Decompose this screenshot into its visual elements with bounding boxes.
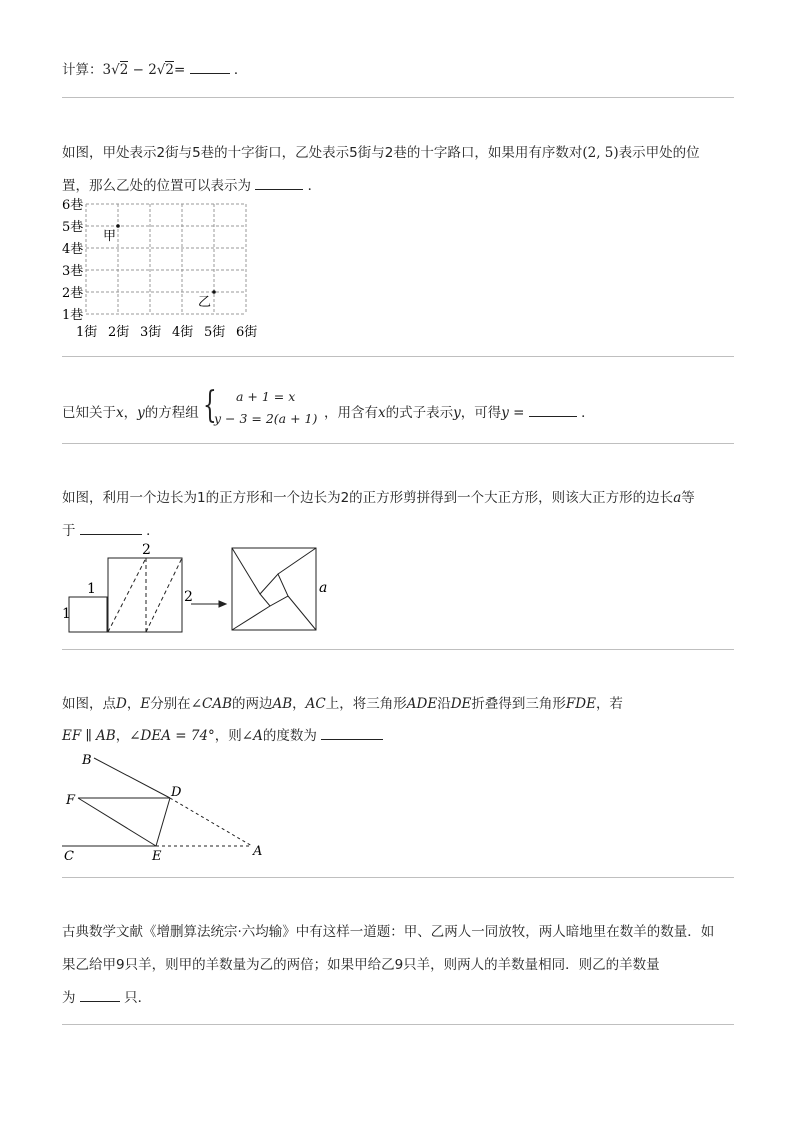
var-a: a [673, 490, 682, 506]
angle-a: ∠A [241, 728, 263, 744]
label-c: C [64, 849, 74, 864]
label-d: D [171, 785, 182, 800]
q3-suffix: ． [581, 405, 595, 421]
radicand-2: 2 [165, 62, 174, 78]
q3-text-d: 的式子表示 [385, 405, 454, 421]
coef-3: 3 [102, 62, 112, 78]
answer-blank-5[interactable] [321, 727, 383, 740]
answer-blank-1[interactable] [190, 61, 230, 74]
q3-comma: ， [123, 405, 138, 421]
col-label-1: 1街 [76, 325, 98, 340]
small-square [69, 597, 107, 632]
q2-text-b: 表示甲处的位 [618, 145, 700, 161]
sqrt-sign: √ [111, 62, 120, 78]
col-label-3: 3街 [140, 325, 162, 340]
radicand-1: 2 [119, 62, 129, 78]
separator-5 [62, 877, 734, 878]
var-y-2: y [453, 405, 461, 421]
answer-blank-6[interactable] [80, 989, 120, 1002]
angle-cab: ∠CAB [190, 696, 232, 712]
row-label-6: 6巷 [62, 198, 84, 213]
triangle-fold-figure [60, 748, 280, 868]
question-2-line-2 [62, 174, 321, 194]
expression [103, 61, 174, 78]
equation-1: a + 1 = x [236, 389, 296, 404]
q3-text-b: 的方程组 [144, 405, 199, 421]
grid-lines [86, 204, 246, 314]
system-brace: { [203, 385, 217, 426]
q4-text-a: 如图，利用一个边长为1的正方形和一个边长为2的正方形剪拼得到一个大正方形，则该大正方形的边长 [62, 490, 674, 506]
label-f: F [66, 793, 76, 808]
q5-text-a: 如图，点 [62, 696, 116, 712]
q3-text-a: 已知关于 [62, 405, 116, 421]
label-e: E [152, 849, 162, 864]
col-label-5: 5街 [204, 325, 226, 340]
col-label-4: 4街 [172, 325, 194, 340]
col-label-6: 6街 [236, 325, 258, 340]
q6-suffix: 只． [124, 990, 152, 1006]
point-yi-label: 乙 [198, 295, 212, 310]
angle-dea: ∠DEA = 74° [129, 728, 215, 744]
question-5-line-2 [62, 724, 383, 744]
q5-text-h: ，则 [214, 728, 242, 744]
q4-suffix: ． [146, 523, 160, 539]
parallel-statement: EF ∥ AB [62, 728, 116, 744]
separator-1 [62, 97, 734, 98]
q3-text-c: ，用含有 [324, 405, 378, 421]
var-x-2: x [378, 405, 386, 421]
q5-text-f: 折叠得到三角形 [471, 696, 566, 712]
q2-text-c: 置，那么乙处的位置可以表示为 [62, 178, 251, 194]
ordered-pair: (2, 5) [582, 145, 619, 161]
q2-text-a: 如图，甲处表示2街与5巷的十字街口，乙处表示5街与2巷的十字路口，如果用有序数对 [62, 145, 583, 161]
question-6-line-1: 古典数学文献《增删算法统宗·六均输》中有这样一道题：甲、乙两人一同放牧，两人暗地里在数羊的数量．如 [62, 924, 715, 940]
q5-text-g: ，若 [595, 696, 623, 712]
separator-2 [62, 356, 734, 357]
question-6-line-2: 果乙给甲9只羊，则甲的羊数量为乙的两倍；如果甲给乙9只羊，则两人的羊数量相同．则乙的羊数量 [62, 957, 660, 973]
segment-bd [94, 758, 170, 798]
inner-line-3 [288, 596, 316, 630]
q5-text-b: 分别在 [150, 696, 191, 712]
segment-de-line [156, 798, 170, 846]
row-label-2: 2巷 [62, 286, 84, 301]
label-1-top: 1 [87, 581, 96, 597]
q4-text-c: 于 [62, 523, 76, 539]
var-y: y [137, 405, 145, 421]
q2-suffix: ． [307, 178, 322, 194]
answer-blank-2[interactable] [255, 177, 303, 190]
q5-text-d: 上，将三角形 [325, 696, 407, 712]
question-5-line-1 [62, 692, 623, 712]
question-1-prefix: 计算： [62, 62, 103, 78]
equals-sign: = [173, 62, 186, 78]
side-ab: AB [272, 696, 293, 712]
question-4-line-1 [62, 486, 695, 506]
label-2-right: 2 [184, 589, 193, 605]
inner-line-4 [232, 606, 270, 630]
inner-line-1 [232, 548, 260, 594]
point-d-ref: D [116, 696, 127, 712]
row-label-1: 1巷 [62, 308, 84, 323]
inner-line-2 [278, 548, 316, 574]
cut-lines [108, 558, 182, 632]
separator-6 [62, 1024, 734, 1025]
street-grid-figure [56, 196, 266, 346]
equation-2: y − 3 = 2(a + 1) [214, 411, 318, 426]
sqrt-sign-2: √ [156, 62, 166, 78]
q5-text-c: 的两边 [232, 696, 273, 712]
point-yi [212, 290, 216, 294]
col-label-2: 2街 [108, 325, 130, 340]
question-3-lead [62, 401, 199, 421]
medium-square [108, 558, 182, 632]
segment-fe [78, 798, 156, 846]
squares-figure [60, 540, 340, 640]
q6-text-wei: 为 [62, 990, 76, 1006]
q5-text-i: 的度数为 [262, 728, 317, 744]
q5-comma-3: ， [115, 728, 130, 744]
minus-two: − 2 [128, 62, 157, 78]
row-label-3: 3巷 [62, 264, 84, 279]
separator-3 [62, 443, 734, 444]
answer-blank-3[interactable] [529, 404, 577, 417]
label-2-top: 2 [142, 542, 151, 558]
question-3-tail [324, 401, 595, 421]
q3-text-e: ，可得 [460, 405, 502, 421]
inner-square [260, 574, 288, 606]
separator-4 [62, 649, 734, 650]
q4-text-b: 等 [681, 490, 695, 506]
segment-de: DE [450, 696, 472, 712]
label-a-point: A [253, 844, 263, 859]
label-1-left: 1 [62, 606, 71, 622]
folded-part [156, 798, 252, 846]
label-a: a [319, 580, 328, 596]
q5-comma: ， [126, 696, 141, 712]
y-equals: y = [501, 405, 525, 421]
label-b: B [82, 753, 92, 768]
var-x: x [116, 405, 124, 421]
arrow-head [219, 601, 226, 607]
question-4-line-2 [62, 519, 160, 539]
point-jia [116, 224, 120, 228]
q5-text-e: 沿 [437, 696, 451, 712]
triangle-fde: FDE [565, 696, 596, 712]
q5-comma-2: ， [292, 696, 306, 712]
point-e-ref: E [140, 696, 151, 712]
large-square [232, 548, 316, 630]
question-1-text [62, 58, 247, 78]
side-ac: AC [305, 696, 326, 712]
row-label-4: 4巷 [62, 242, 84, 257]
triangle-ade: ADE [406, 696, 438, 712]
answer-blank-4[interactable] [80, 522, 142, 535]
row-label-5: 5巷 [62, 220, 84, 235]
question-6-line-3 [62, 986, 151, 1006]
question-2-line-1 [62, 141, 700, 161]
point-jia-label: 甲 [103, 229, 117, 244]
question-3 [62, 385, 734, 432]
question-1-suffix: ． [233, 62, 248, 78]
